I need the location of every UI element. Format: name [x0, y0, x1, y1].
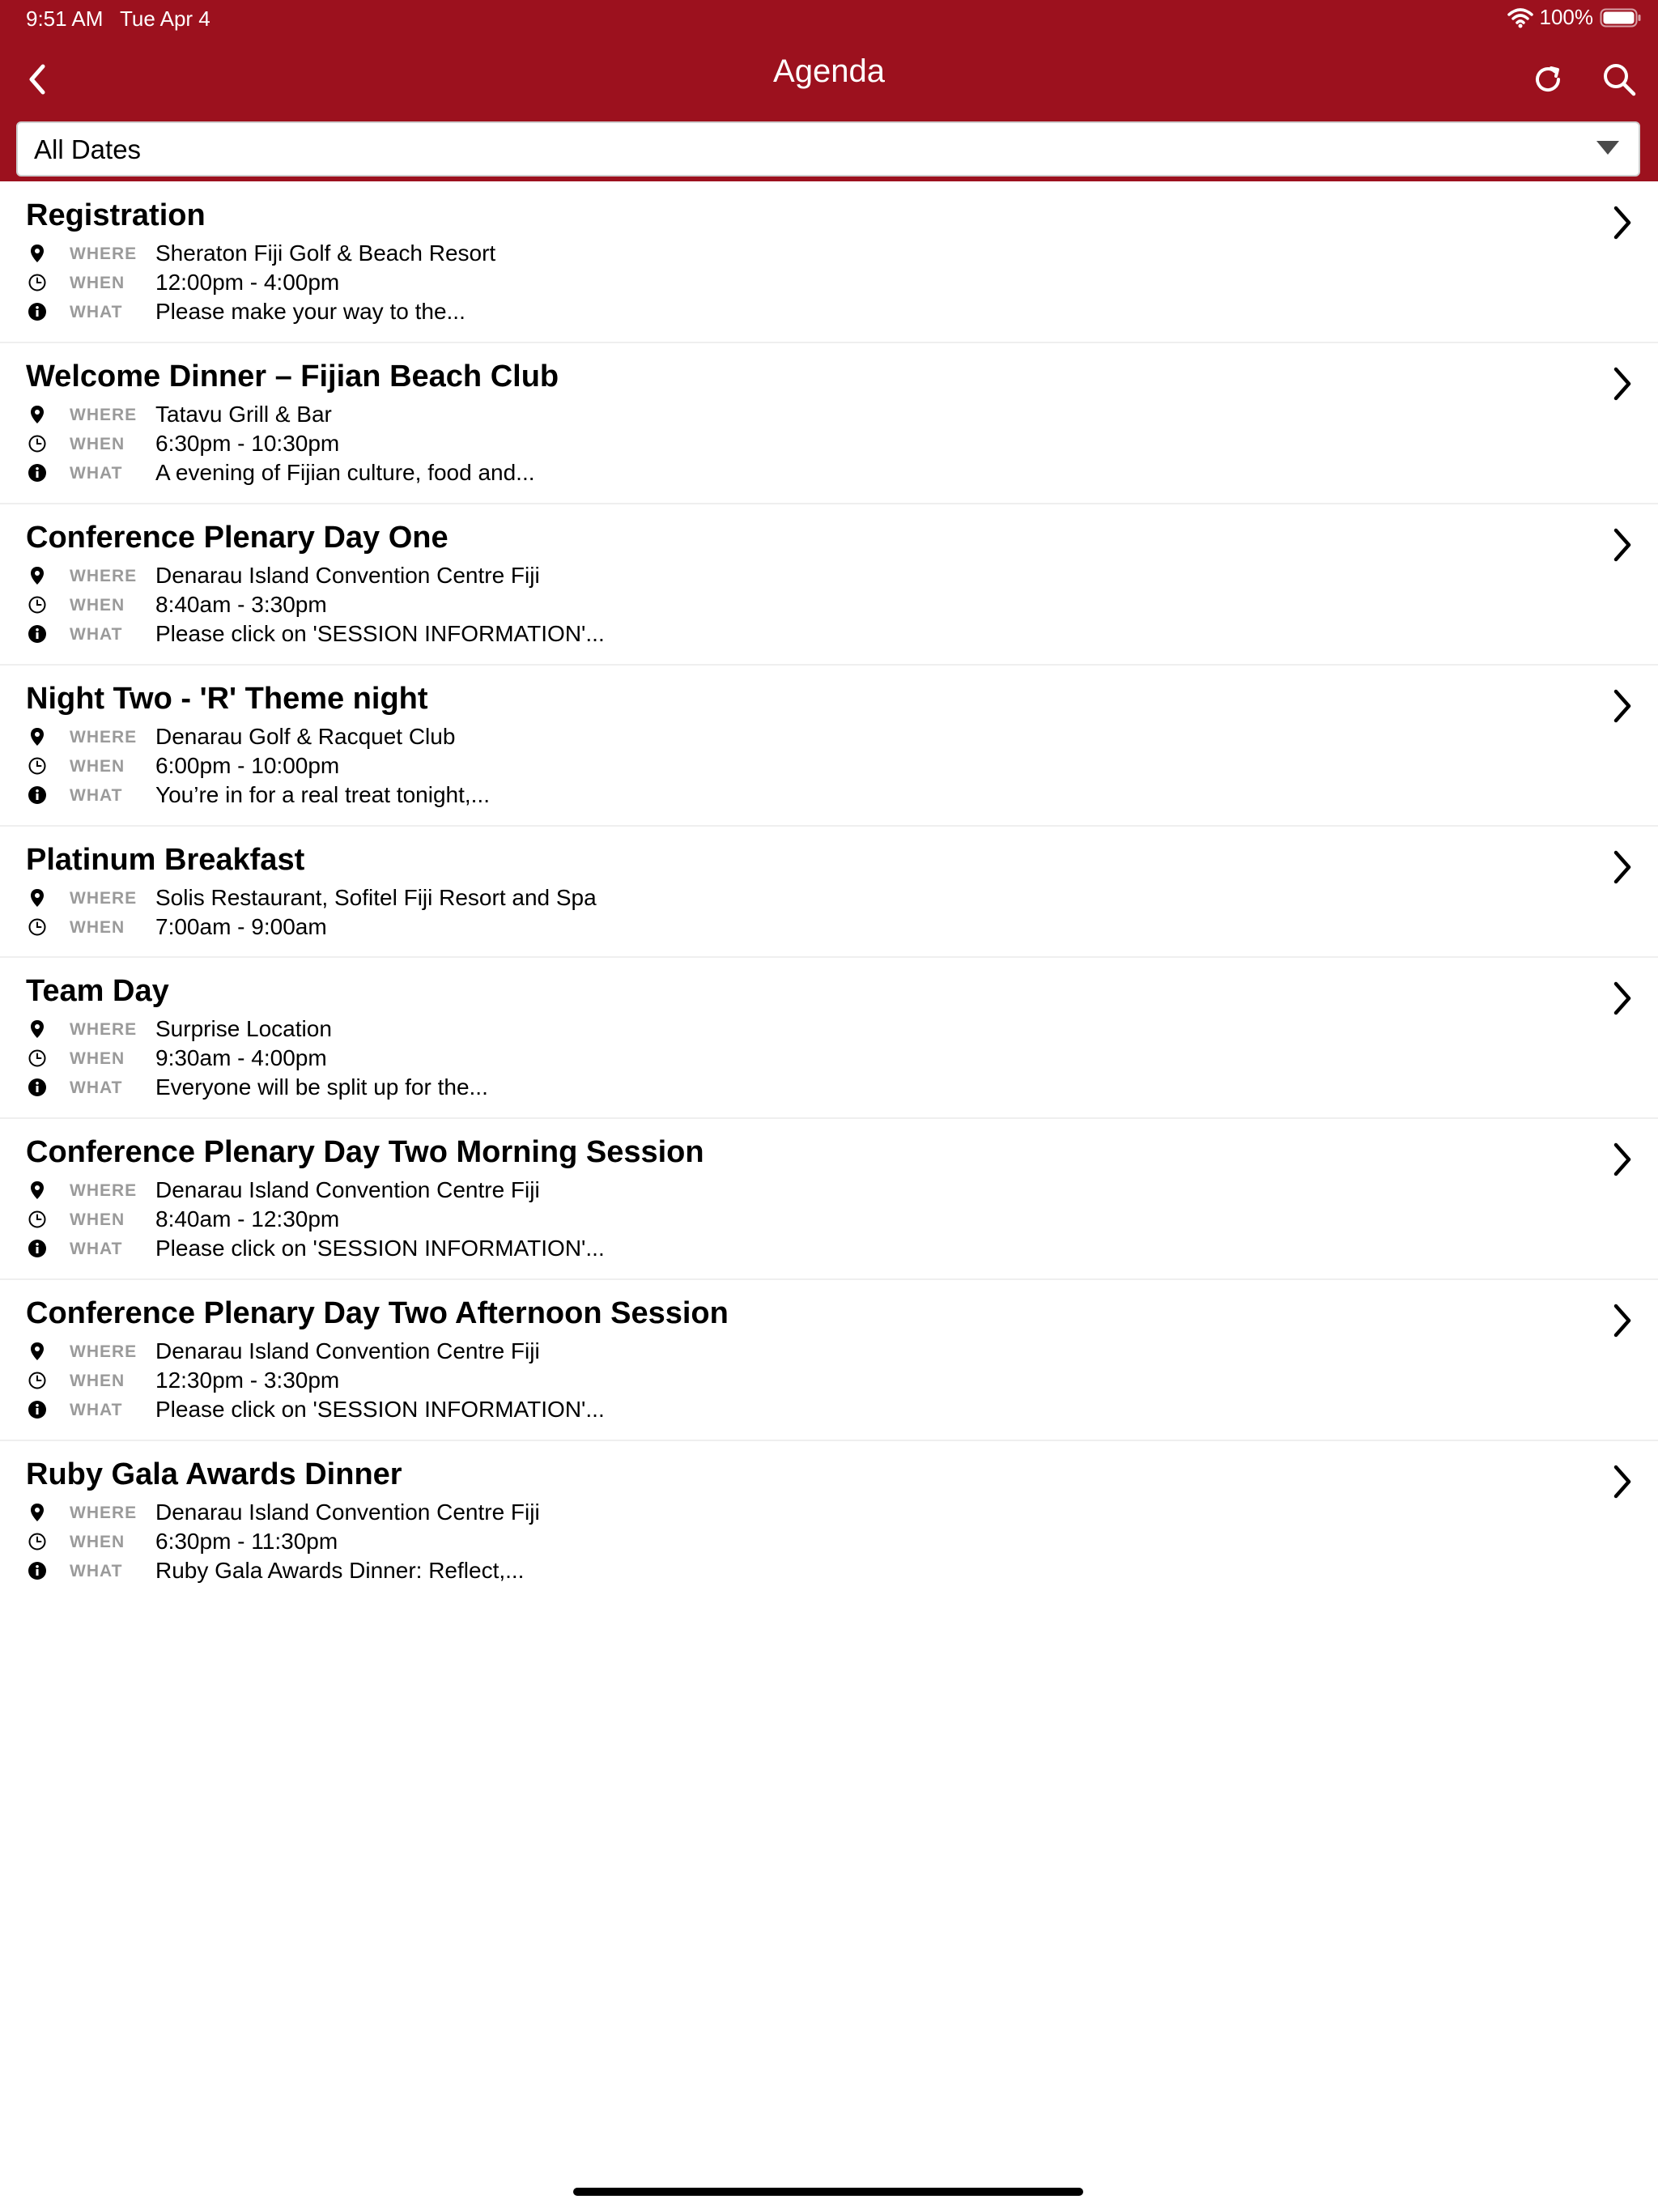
when-label: WHEN [70, 1049, 125, 1068]
agenda-item-title: Registration [26, 198, 206, 232]
when-row [0, 429, 1538, 458]
when-row [0, 1044, 1538, 1073]
map-pin-icon [28, 1342, 47, 1361]
agenda-item[interactable] [0, 504, 1658, 666]
status-time: 9:51 AM [26, 6, 104, 31]
where-value: Denarau Golf & Racquet Club [155, 724, 456, 749]
when-label: WHEN [70, 757, 125, 776]
info-icon [28, 785, 47, 805]
status-date: Tue Apr 4 [120, 6, 210, 31]
what-label: WHAT [70, 1562, 123, 1580]
where-label: WHERE [70, 1020, 138, 1039]
where-value: Denarau Island Convention Centre Fiji [155, 1499, 540, 1525]
where-label: WHERE [70, 567, 138, 585]
where-row [0, 1337, 1538, 1366]
what-label: WHAT [70, 1240, 123, 1258]
what-row [0, 1395, 1538, 1424]
clock-icon [28, 1049, 47, 1068]
agenda-item-title: Ruby Gala Awards Dinner [26, 1457, 402, 1491]
status-bar [0, 0, 1658, 39]
where-label: WHERE [70, 1181, 138, 1200]
chevron-right-icon [1608, 1138, 1637, 1180]
wifi-icon [1507, 7, 1533, 28]
what-row [0, 781, 1538, 810]
when-value: 12:30pm - 3:30pm [155, 1368, 340, 1393]
what-row [0, 1234, 1538, 1263]
where-label: WHERE [70, 889, 138, 908]
when-row [0, 1366, 1538, 1395]
where-row [0, 722, 1538, 751]
where-label: WHERE [70, 245, 138, 263]
where-row [0, 1015, 1538, 1044]
agenda-item[interactable] [0, 343, 1658, 504]
when-value: 9:30am - 4:00pm [155, 1045, 327, 1070]
what-row [0, 458, 1538, 487]
date-filter-value: All Dates [34, 134, 142, 164]
refresh-button[interactable] [1524, 55, 1572, 104]
clock-icon [28, 273, 47, 292]
what-value: Please make your way to the... [155, 299, 466, 324]
battery-percent: 100% [1539, 5, 1593, 29]
when-value: 6:30pm - 11:30pm [155, 1529, 338, 1554]
where-label: WHERE [70, 406, 138, 424]
map-pin-icon [28, 244, 47, 263]
agenda-item[interactable] [0, 827, 1658, 958]
refresh-icon [1530, 62, 1566, 97]
where-value: Surprise Location [155, 1016, 332, 1041]
info-icon [28, 302, 47, 321]
when-row [0, 912, 1538, 942]
where-value: Tatavu Grill & Bar [155, 402, 332, 427]
chevron-right-icon [1608, 524, 1637, 566]
clock-icon [28, 595, 47, 615]
what-row [0, 1073, 1538, 1102]
map-pin-icon [28, 888, 47, 908]
chevron-right-icon [1608, 202, 1637, 244]
when-label: WHEN [70, 918, 125, 937]
agenda-item[interactable] [0, 666, 1658, 827]
where-value: Sheraton Fiji Golf & Beach Resort [155, 240, 496, 266]
chevron-right-icon [1608, 846, 1637, 888]
when-label: WHEN [70, 274, 125, 292]
agenda-item-title: Night Two - 'R' Theme night [26, 682, 428, 716]
map-pin-icon [28, 1503, 47, 1522]
what-label: WHAT [70, 464, 123, 483]
search-button[interactable] [1595, 55, 1643, 104]
app-header [0, 0, 1658, 181]
what-row [0, 297, 1538, 326]
status-indicators [1507, 5, 1643, 30]
where-row [0, 883, 1538, 912]
where-value: Denarau Island Convention Centre Fiji [155, 1177, 540, 1202]
when-value: 8:40am - 3:30pm [155, 592, 327, 617]
where-row [0, 239, 1538, 268]
map-pin-icon [28, 566, 47, 585]
where-row [0, 1176, 1538, 1205]
what-value: Ruby Gala Awards Dinner: Reflect,... [155, 1558, 525, 1583]
where-label: WHERE [70, 728, 138, 747]
search-icon [1601, 62, 1637, 97]
agenda-list [0, 182, 1658, 1602]
agenda-item[interactable] [0, 958, 1658, 1119]
where-row [0, 400, 1538, 429]
when-row [0, 268, 1538, 297]
chevron-right-icon [1608, 977, 1637, 1019]
when-row [0, 590, 1538, 619]
when-label: WHEN [70, 1210, 125, 1229]
clock-icon [28, 1371, 47, 1390]
map-pin-icon [28, 1019, 47, 1039]
when-row [0, 1527, 1538, 1556]
where-label: WHERE [70, 1342, 138, 1361]
when-value: 6:00pm - 10:00pm [155, 753, 340, 778]
clock-icon [28, 756, 47, 776]
when-value: 7:00am - 9:00am [155, 914, 327, 939]
where-label: WHERE [70, 1504, 138, 1522]
map-pin-icon [28, 405, 47, 424]
info-icon [28, 463, 47, 483]
what-value: Please click on 'SESSION INFORMATION'... [155, 1236, 605, 1261]
agenda-item-title: Platinum Breakfast [26, 843, 305, 877]
what-value: Everyone will be split up for the... [155, 1074, 488, 1100]
what-label: WHAT [70, 786, 123, 805]
chevron-right-icon [1608, 685, 1637, 727]
when-value: 8:40am - 12:30pm [155, 1206, 340, 1231]
what-label: WHAT [70, 1078, 123, 1097]
what-label: WHAT [70, 1401, 123, 1419]
when-label: WHEN [70, 596, 125, 615]
battery-icon [1600, 7, 1642, 28]
where-value: Denarau Island Convention Centre Fiji [155, 563, 540, 588]
agenda-item-title: Conference Plenary Day Two Morning Session [26, 1135, 704, 1169]
where-row [0, 561, 1538, 590]
chevron-right-icon [1608, 1461, 1637, 1503]
agenda-item-title: Conference Plenary Day Two Afternoon Session [26, 1296, 729, 1330]
clock-icon [28, 917, 47, 937]
info-icon [28, 1239, 47, 1258]
navigation-bar [0, 39, 1658, 128]
chevron-right-icon [1608, 363, 1637, 405]
what-label: WHAT [70, 625, 123, 644]
chevron-right-icon [1608, 1300, 1637, 1342]
agenda-item[interactable] [0, 1280, 1658, 1441]
when-row [0, 751, 1538, 781]
info-icon [28, 1561, 47, 1580]
what-value: Please click on 'SESSION INFORMATION'... [155, 621, 605, 646]
caret-down-icon [1596, 141, 1619, 155]
clock-icon [28, 434, 47, 453]
what-row [0, 619, 1538, 649]
what-value: Please click on 'SESSION INFORMATION'... [155, 1397, 605, 1422]
agenda-item-title: Welcome Dinner – Fijian Beach Club [26, 359, 559, 393]
clock-icon [28, 1532, 47, 1551]
what-row [0, 1556, 1538, 1585]
what-value: You’re in for a real treat tonight,... [155, 782, 490, 807]
agenda-item[interactable] [0, 1441, 1658, 1602]
map-pin-icon [28, 727, 47, 747]
page-title: Agenda [773, 53, 885, 89]
agenda-item[interactable] [0, 1119, 1658, 1280]
info-icon [28, 1400, 47, 1419]
where-row [0, 1498, 1538, 1527]
home-indicator[interactable] [573, 2188, 1083, 2196]
what-value: A evening of Fijian culture, food and... [155, 460, 535, 485]
when-value: 6:30pm - 10:30pm [155, 431, 340, 456]
when-label: WHEN [70, 1372, 125, 1390]
map-pin-icon [28, 1180, 47, 1200]
clock-icon [28, 1210, 47, 1229]
agenda-item-title: Team Day [26, 974, 169, 1008]
when-row [0, 1205, 1538, 1234]
when-label: WHEN [70, 435, 125, 453]
where-value: Denarau Island Convention Centre Fiji [155, 1338, 540, 1363]
agenda-item[interactable] [0, 182, 1658, 343]
what-label: WHAT [70, 303, 123, 321]
date-filter-dropdown[interactable] [16, 121, 1640, 177]
agenda-item-title: Conference Plenary Day One [26, 521, 449, 555]
info-icon [28, 624, 47, 644]
when-label: WHEN [70, 1533, 125, 1551]
where-value: Solis Restaurant, Sofitel Fiji Resort and Spa [155, 885, 597, 910]
when-value: 12:00pm - 4:00pm [155, 270, 340, 295]
info-icon [28, 1078, 47, 1097]
